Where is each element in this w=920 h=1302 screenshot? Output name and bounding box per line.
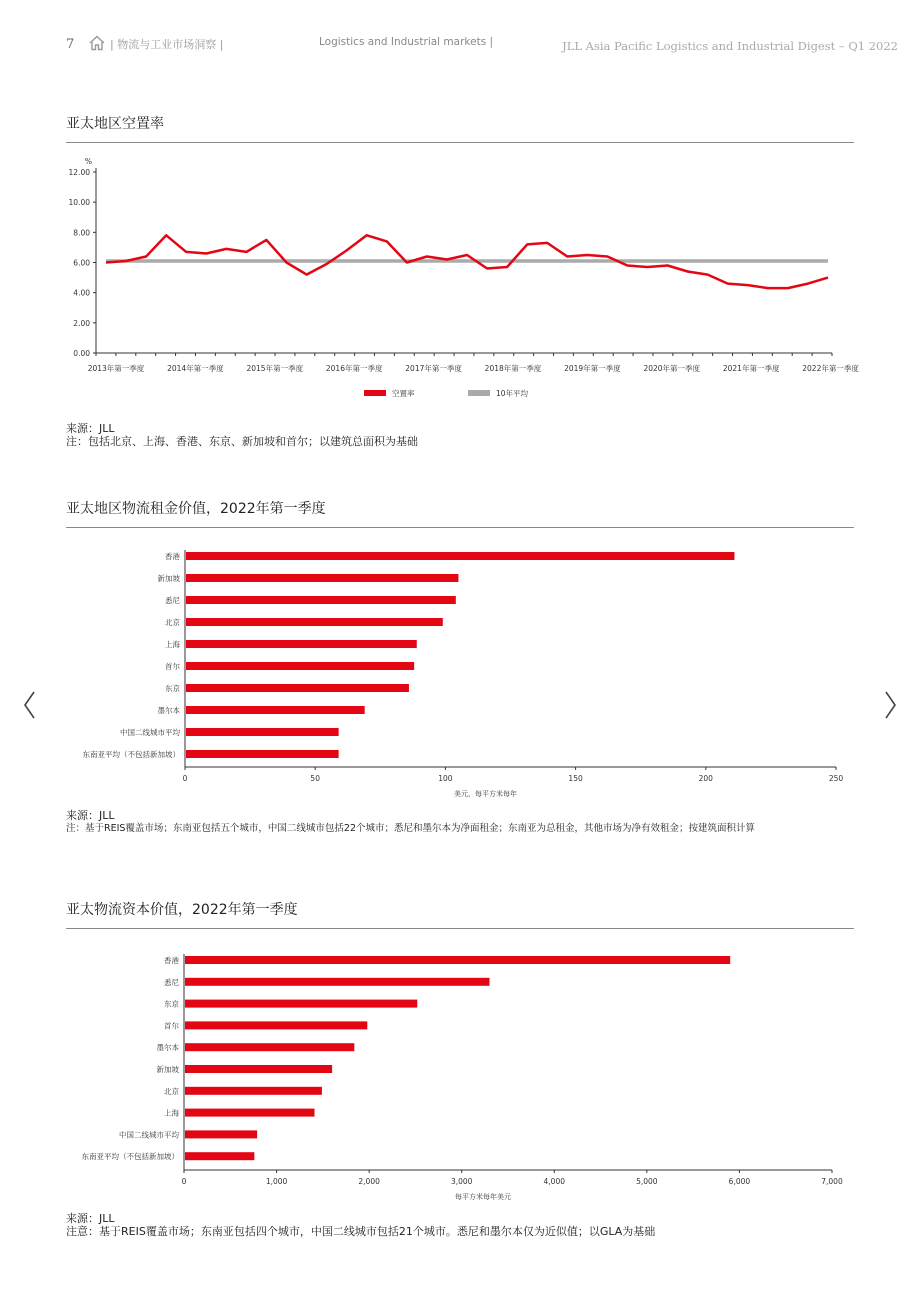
- category-label: 香港: [165, 552, 180, 561]
- bar: [185, 1065, 332, 1073]
- category-label: 北京: [165, 618, 180, 627]
- capital-source: 来源：JLL: [66, 1212, 115, 1225]
- bar: [185, 1021, 367, 1029]
- x-tick-label: 2018年第一季度: [484, 364, 542, 373]
- category-label: 北京: [164, 1086, 179, 1096]
- rent-source: 来源：JLL: [66, 809, 115, 822]
- rent-chart-title: 亚太地区物流租金价值，2022年第一季度: [66, 501, 326, 517]
- bar: [186, 662, 414, 670]
- bar: [185, 1130, 257, 1138]
- category-label: 东京: [164, 999, 179, 1009]
- category-label: 上海: [164, 1108, 179, 1118]
- x-tick-label: 2017年第一季度: [405, 364, 462, 373]
- bar: [185, 1000, 417, 1008]
- category-label: 墨尔本: [156, 1043, 179, 1053]
- y-axis-unit: %: [84, 157, 92, 166]
- capital-chart-title: 亚太物流资本价值，2022年第一季度: [66, 902, 298, 918]
- x-tick-label: 6,000: [728, 1177, 751, 1186]
- bar: [185, 978, 489, 986]
- x-tick-label: 2015年第一季度: [246, 364, 304, 373]
- bar: [185, 956, 730, 964]
- capital-bar-chart: [60, 945, 860, 1210]
- x-tick-label: 100: [438, 774, 453, 783]
- bar: [186, 596, 456, 604]
- x-tick-label: 2020年第一季度: [643, 364, 701, 373]
- header-section-cn[interactable]: | 物流与工业市场洞察 |: [110, 38, 224, 51]
- category-label: 东南亚平均（不包括新加坡）: [82, 750, 180, 759]
- category-label: 中国二线城市平均: [120, 728, 180, 737]
- section-divider: [66, 527, 854, 528]
- x-axis-label: 美元，每平方米每年: [454, 790, 517, 798]
- section-divider: [66, 142, 854, 143]
- category-label: 首尔: [165, 662, 180, 671]
- x-tick-label: 2,000: [358, 1177, 380, 1186]
- legend-swatch-average: [468, 390, 490, 396]
- bar: [186, 728, 339, 736]
- x-tick-label: 1,000: [265, 1177, 288, 1186]
- x-tick-label: 0: [181, 1177, 187, 1186]
- x-tick-label: 4,000: [543, 1177, 566, 1186]
- x-tick-label: 50: [310, 774, 320, 783]
- x-tick-label: 2021年第一季度: [722, 364, 780, 373]
- bar: [185, 1087, 322, 1095]
- bar: [186, 684, 409, 692]
- rent-note: 注：基于REIS覆盖市场；东南亚包括五个城市，中国二线城市包括22个城市；悉尼和墨尔本为净面租金；东南亚为总租金，其他市场为净有效租金；按建筑面积计算: [66, 823, 756, 834]
- legend-label-average: 10年平均: [496, 389, 529, 398]
- category-label: 新加坡: [157, 574, 180, 583]
- y-tick-label: 0.00: [73, 349, 90, 358]
- category-label: 香港: [164, 956, 179, 965]
- x-tick-label: 2016年第一季度: [325, 364, 383, 373]
- vacancy-line-chart: [60, 152, 870, 407]
- vacancy-source: 来源：JLL: [66, 422, 115, 435]
- category-label: 悉尼: [165, 596, 180, 605]
- x-tick-label: 2019年第一季度: [564, 364, 621, 373]
- bar: [185, 1109, 315, 1117]
- x-tick-label: 250: [828, 774, 844, 783]
- vacancy-chart-title: 亚太地区空置率: [66, 116, 164, 132]
- x-tick-label: 5,000: [636, 1177, 658, 1186]
- x-tick-label: 2014年第一季度: [167, 364, 224, 373]
- x-tick-label: 200: [698, 774, 713, 783]
- page-number: 7: [66, 37, 75, 52]
- category-label: 东京: [165, 684, 180, 693]
- bar: [186, 706, 365, 714]
- category-label: 悉尼: [164, 977, 179, 987]
- legend-swatch-vacancy: [364, 390, 386, 396]
- y-tick-label: 12.00: [68, 168, 90, 177]
- x-tick-label: 2022年第一季度: [802, 364, 859, 373]
- bar: [186, 618, 443, 626]
- capital-note: 注意：基于REIS覆盖市场；东南亚包括四个城市，中国二线城市包括21个城市。悉尼和墨尔本仅为近似值；以GLA为基础: [66, 1225, 656, 1238]
- category-label: 首尔: [164, 1021, 179, 1031]
- y-tick-label: 10.00: [68, 198, 90, 208]
- home-icon[interactable]: [88, 34, 106, 52]
- x-tick-label: 150: [568, 774, 583, 783]
- category-label: 新加坡: [156, 1065, 179, 1074]
- category-label: 墨尔本: [157, 706, 180, 715]
- x-tick-label: 7,000: [821, 1177, 843, 1186]
- rent-bar-chart: [60, 540, 860, 805]
- y-tick-label: 8.00: [73, 228, 90, 238]
- legend-label-vacancy: 空置率: [392, 389, 415, 398]
- header-section-en[interactable]: Logistics and Industrial markets |: [319, 36, 494, 48]
- bar: [185, 1152, 254, 1160]
- y-tick-label: 2.00: [73, 318, 90, 328]
- prev-page-icon[interactable]: [20, 688, 40, 722]
- bar: [186, 750, 339, 758]
- bar: [186, 552, 734, 560]
- x-tick-label: 0: [182, 774, 188, 783]
- category-label: 上海: [165, 640, 180, 649]
- bar: [185, 1043, 354, 1051]
- x-tick-label: 3,000: [450, 1177, 473, 1186]
- vacancy-note: 注：包括北京、上海、香港、东京、新加坡和首尔；以建筑总面积为基础: [66, 435, 418, 448]
- x-axis-label: 每平方米每年美元: [455, 1193, 511, 1201]
- y-tick-label: 6.00: [73, 258, 90, 268]
- x-tick-label: 2013年第一季度: [87, 364, 145, 373]
- y-tick-label: 4.00: [73, 288, 90, 298]
- bar: [186, 640, 417, 648]
- header-report-title: JLL Asia Pacific Logistics and Industrial Digest – Q1 2022: [562, 39, 898, 53]
- next-page-icon[interactable]: [880, 688, 900, 722]
- bar: [186, 574, 458, 582]
- section-divider: [66, 928, 854, 929]
- category-label: 中国二线城市平均: [119, 1130, 179, 1140]
- category-label: 东南亚平均（不包括新加坡）: [81, 1152, 179, 1162]
